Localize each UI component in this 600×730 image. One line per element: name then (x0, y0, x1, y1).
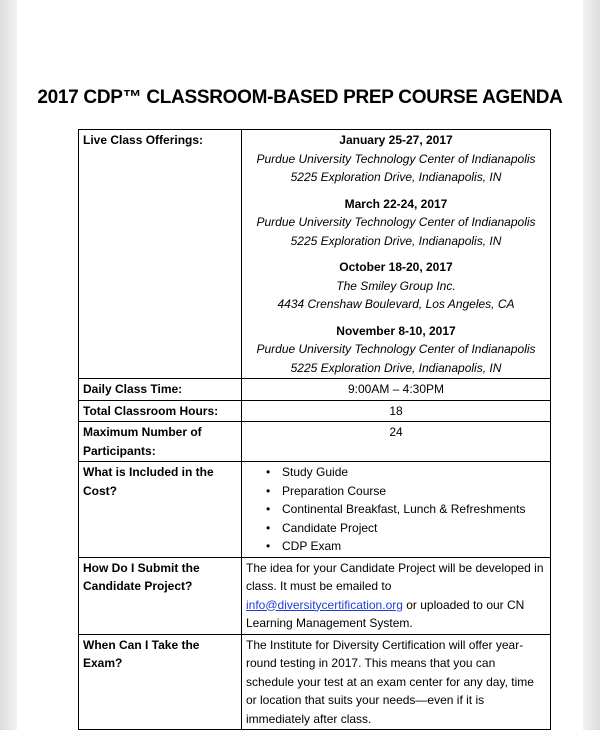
viewer-frame-right (583, 0, 600, 730)
list-item: • Study Guide (282, 463, 546, 482)
max-participants-label: Maximum Number of Participants: (79, 422, 242, 462)
list-item: • Continental Breakfast, Lunch & Refreshments (282, 500, 546, 519)
offering-venue: Purdue University Technology Center of Indianapolis (256, 151, 536, 166)
exam-text: The Institute for Diversity Certification will offer year-round testing in 2017. This means that you can schedule your test at an exam center for any day, time or location that suits your needs—even if it is immediately after class. (242, 634, 551, 730)
offerings-label: Live Class Offerings: (79, 130, 242, 379)
viewer-frame-left (0, 0, 17, 730)
offering-date: November 8-10, 2017 (336, 323, 456, 338)
table-row-submit (79, 557, 551, 634)
table-row-offerings (79, 130, 551, 379)
offering-item (246, 322, 546, 378)
cost-list (246, 463, 546, 556)
cost-label: What is Included in the Cost? (79, 462, 242, 558)
max-participants-value: 24 (242, 422, 551, 462)
list-item: • CDP Exam (282, 537, 546, 556)
daily-time-value: 9:00AM – 4:30PM (242, 379, 551, 401)
page-title: 2017 CDP™ CLASSROOM-BASED PREP COURSE AGENDA (37, 87, 563, 108)
table-row-daily-time (79, 379, 551, 401)
cost-items (242, 462, 551, 558)
offering-venue: The Smiley Group Inc. (336, 278, 456, 293)
daily-time-label: Daily Class Time: (79, 379, 242, 401)
offering-venue: Purdue University Technology Center of Indianapolis (256, 215, 536, 229)
offering-venue: Purdue University Technology Center of Indianapolis (256, 342, 536, 356)
offering-date: March 22-24, 2017 (344, 196, 448, 211)
offering-address: 5225 Exploration Drive, Indianapolis, IN (290, 360, 502, 375)
list-item: • Preparation Course (282, 482, 546, 501)
offering-address: 5225 Exploration Drive, Indianapolis, IN (290, 170, 502, 184)
table-row-total-hours (79, 400, 551, 422)
submit-text (242, 557, 551, 634)
offering-address: 4434 Crenshaw Boulevard, Los Angeles, CA (277, 297, 515, 311)
submit-label: How Do I Submit the Candidate Project? (79, 557, 242, 634)
exam-label: When Can I Take the Exam? (79, 634, 242, 730)
offerings-list (242, 130, 551, 379)
submit-text-after: or uploaded to our CN Learning Management System. (246, 597, 525, 630)
agenda-table (78, 129, 551, 730)
list-item: • Candidate Project (282, 519, 546, 538)
offering-item (246, 258, 546, 314)
offering-date: October 18-20, 2017 (339, 260, 453, 274)
submit-text-before: The idea for your Candidate Project will be developed in class. It must be emailed to (246, 560, 544, 593)
table-row-cost (79, 462, 551, 558)
email-link[interactable]: info@diversitycertification.org (246, 597, 403, 612)
offering-date: January 25-27, 2017 (339, 133, 453, 147)
total-hours-value: 18 (242, 400, 551, 422)
table-row-exam (79, 634, 551, 730)
offering-item (246, 131, 546, 187)
offering-item (246, 195, 546, 251)
offering-address: 5225 Exploration Drive, Indianapolis, IN (290, 233, 502, 248)
table-row-max-participants (79, 422, 551, 462)
total-hours-label: Total Classroom Hours: (79, 400, 242, 422)
